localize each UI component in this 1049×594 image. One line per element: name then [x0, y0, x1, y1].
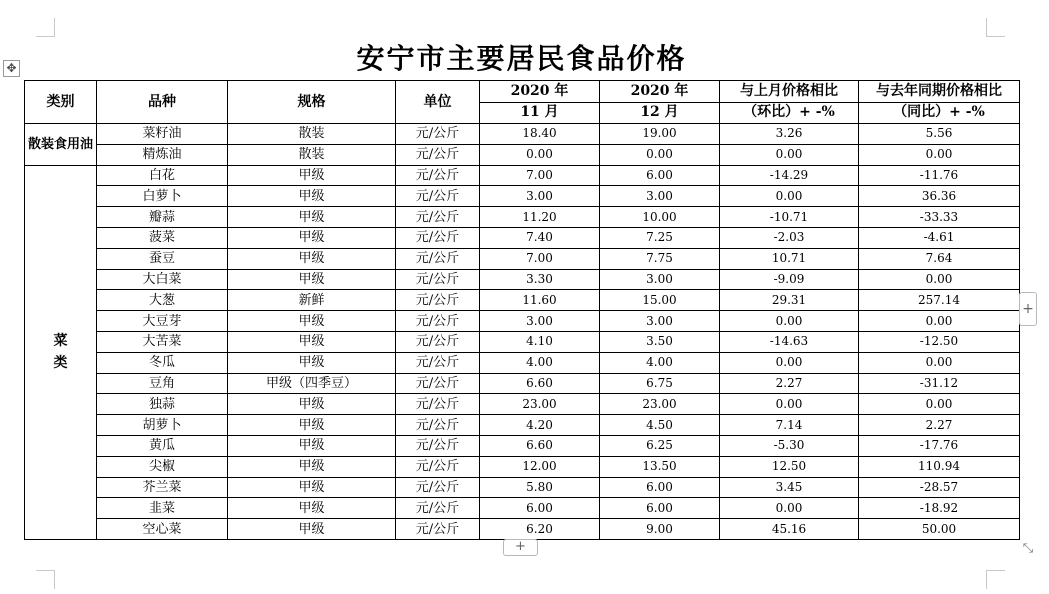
- variety-cell: 豆角: [97, 373, 228, 394]
- mom-change-cell: 3.26: [720, 124, 859, 145]
- variety-cell: 蚕豆: [97, 248, 228, 269]
- price-dec-cell: 15.00: [600, 290, 720, 311]
- yoy-change-cell: 50.00: [859, 519, 1020, 540]
- page-corner-mark: [986, 570, 1005, 589]
- spec-cell: 甲级: [228, 394, 396, 415]
- unit-cell: 元/公斤: [396, 456, 480, 477]
- price-dec-cell: 7.75: [600, 248, 720, 269]
- spec-cell: 甲级: [228, 227, 396, 248]
- table-row: [25, 207, 1020, 228]
- spec-cell: 甲级: [228, 456, 396, 477]
- header-mom-line1: 与上月价格相比: [720, 81, 859, 103]
- unit-cell: 元/公斤: [396, 186, 480, 207]
- add-column-button[interactable]: +: [1019, 292, 1037, 326]
- price-dec-cell: 13.50: [600, 456, 720, 477]
- price-dec-cell: 3.00: [600, 186, 720, 207]
- mom-change-cell: 0.00: [720, 394, 859, 415]
- unit-cell: 元/公斤: [396, 435, 480, 456]
- table-row: [25, 394, 1020, 415]
- price-nov-cell: 12.00: [480, 456, 600, 477]
- unit-cell: 元/公斤: [396, 165, 480, 186]
- price-dec-cell: 4.00: [600, 352, 720, 373]
- yoy-change-cell: 5.56: [859, 124, 1020, 145]
- yoy-change-cell: -31.12: [859, 373, 1020, 394]
- mom-change-cell: 0.00: [720, 144, 859, 165]
- header-mom-line2: （环比）+ -%: [720, 102, 859, 124]
- variety-cell: 瓣蒜: [97, 207, 228, 228]
- yoy-change-cell: -17.76: [859, 435, 1020, 456]
- variety-cell: 冬瓜: [97, 352, 228, 373]
- price-nov-cell: 11.20: [480, 207, 600, 228]
- header-category: 类别: [25, 81, 97, 124]
- yoy-change-cell: 0.00: [859, 269, 1020, 290]
- price-nov-cell: 5.80: [480, 477, 600, 498]
- table-row: [25, 248, 1020, 269]
- spec-cell: 甲级: [228, 248, 396, 269]
- mom-change-cell: 0.00: [720, 186, 859, 207]
- table-row: [25, 311, 1020, 332]
- variety-cell: 菜籽油: [97, 124, 228, 145]
- unit-cell: 元/公斤: [396, 352, 480, 373]
- mom-change-cell: -10.71: [720, 207, 859, 228]
- unit-cell: 元/公斤: [396, 269, 480, 290]
- table-row: [25, 290, 1020, 311]
- price-dec-cell: 6.00: [600, 498, 720, 519]
- header-period2-year: 2020 年: [600, 81, 720, 103]
- price-nov-cell: 6.20: [480, 519, 600, 540]
- variety-cell: 大葱: [97, 290, 228, 311]
- unit-cell: 元/公斤: [396, 498, 480, 519]
- variety-cell: 大白菜: [97, 269, 228, 290]
- yoy-change-cell: -18.92: [859, 498, 1020, 519]
- table-row: [25, 415, 1020, 436]
- mom-change-cell: -5.30: [720, 435, 859, 456]
- table-row: [25, 477, 1020, 498]
- category-label: 菜类: [53, 333, 68, 372]
- table-row: [25, 498, 1020, 519]
- price-table: [24, 80, 1020, 540]
- price-nov-cell: 18.40: [480, 124, 600, 145]
- mom-change-cell: 0.00: [720, 311, 859, 332]
- yoy-change-cell: 110.94: [859, 456, 1020, 477]
- header-unit: 单位: [396, 81, 480, 124]
- spec-cell: 甲级: [228, 165, 396, 186]
- category-vegetables: [25, 165, 97, 539]
- variety-cell: 白花: [97, 165, 228, 186]
- unit-cell: 元/公斤: [396, 207, 480, 228]
- spec-cell: 甲级: [228, 331, 396, 352]
- table-row: [25, 519, 1020, 540]
- mom-change-cell: 0.00: [720, 352, 859, 373]
- spec-cell: 甲级: [228, 498, 396, 519]
- unit-cell: 元/公斤: [396, 248, 480, 269]
- yoy-change-cell: 0.00: [859, 394, 1020, 415]
- unit-cell: 元/公斤: [396, 331, 480, 352]
- mom-change-cell: 29.31: [720, 290, 859, 311]
- price-dec-cell: 3.00: [600, 269, 720, 290]
- spec-cell: 甲级: [228, 435, 396, 456]
- table-row: [25, 352, 1020, 373]
- spec-cell: 甲级: [228, 269, 396, 290]
- spec-cell: 甲级: [228, 311, 396, 332]
- table-header-row: [25, 81, 1020, 103]
- header-spec: 规格: [228, 81, 396, 124]
- header-variety: 品种: [97, 81, 228, 124]
- table-row: [25, 227, 1020, 248]
- mom-change-cell: 3.45: [720, 477, 859, 498]
- price-dec-cell: 23.00: [600, 394, 720, 415]
- spec-cell: 甲级: [228, 519, 396, 540]
- price-nov-cell: 11.60: [480, 290, 600, 311]
- mom-change-cell: 0.00: [720, 498, 859, 519]
- table-row: [25, 331, 1020, 352]
- unit-cell: 元/公斤: [396, 311, 480, 332]
- price-nov-cell: 23.00: [480, 394, 600, 415]
- table-row: [25, 373, 1020, 394]
- mom-change-cell: -14.63: [720, 331, 859, 352]
- variety-cell: 独蒜: [97, 394, 228, 415]
- yoy-change-cell: -4.61: [859, 227, 1020, 248]
- header-yoy-line1: 与去年同期价格相比: [859, 81, 1020, 103]
- yoy-change-cell: -11.76: [859, 165, 1020, 186]
- add-row-button[interactable]: +: [503, 539, 538, 556]
- variety-cell: 芥兰菜: [97, 477, 228, 498]
- price-nov-cell: 3.30: [480, 269, 600, 290]
- price-nov-cell: 0.00: [480, 144, 600, 165]
- mom-change-cell: 7.14: [720, 415, 859, 436]
- header-period1-year: 2020 年: [480, 81, 600, 103]
- price-dec-cell: 6.00: [600, 165, 720, 186]
- unit-cell: 元/公斤: [396, 519, 480, 540]
- mom-change-cell: -2.03: [720, 227, 859, 248]
- price-dec-cell: 6.25: [600, 435, 720, 456]
- spec-cell: 甲级: [228, 207, 396, 228]
- header-period2-month: 12 月: [600, 102, 720, 124]
- unit-cell: 元/公斤: [396, 290, 480, 311]
- unit-cell: 元/公斤: [396, 124, 480, 145]
- spec-cell: 散装: [228, 144, 396, 165]
- category-oil: 散装食用油: [25, 124, 97, 166]
- variety-cell: 黄瓜: [97, 435, 228, 456]
- yoy-change-cell: 36.36: [859, 186, 1020, 207]
- variety-cell: 空心菜: [97, 519, 228, 540]
- yoy-change-cell: 257.14: [859, 290, 1020, 311]
- price-dec-cell: 10.00: [600, 207, 720, 228]
- yoy-change-cell: -28.57: [859, 477, 1020, 498]
- variety-cell: 大豆芽: [97, 311, 228, 332]
- table-row: [25, 269, 1020, 290]
- price-nov-cell: 4.20: [480, 415, 600, 436]
- variety-cell: 精炼油: [97, 144, 228, 165]
- price-nov-cell: 6.60: [480, 373, 600, 394]
- price-dec-cell: 19.00: [600, 124, 720, 145]
- yoy-change-cell: 2.27: [859, 415, 1020, 436]
- price-nov-cell: 4.10: [480, 331, 600, 352]
- mom-change-cell: 12.50: [720, 456, 859, 477]
- variety-cell: 菠菜: [97, 227, 228, 248]
- unit-cell: 元/公斤: [396, 415, 480, 436]
- price-nov-cell: 3.00: [480, 186, 600, 207]
- unit-cell: 元/公斤: [396, 227, 480, 248]
- table-row: [25, 144, 1020, 165]
- yoy-change-cell: 0.00: [859, 311, 1020, 332]
- unit-cell: 元/公斤: [396, 394, 480, 415]
- yoy-change-cell: 0.00: [859, 352, 1020, 373]
- mom-change-cell: 2.27: [720, 373, 859, 394]
- price-dec-cell: 3.50: [600, 331, 720, 352]
- table-row: [25, 124, 1020, 145]
- variety-cell: 尖椒: [97, 456, 228, 477]
- page-corner-mark: [986, 18, 1005, 37]
- unit-cell: 元/公斤: [396, 477, 480, 498]
- spec-cell: 甲级: [228, 186, 396, 207]
- price-nov-cell: 4.00: [480, 352, 600, 373]
- price-nov-cell: 6.00: [480, 498, 600, 519]
- price-dec-cell: 0.00: [600, 144, 720, 165]
- table-resize-icon[interactable]: ⤡: [1022, 541, 1034, 556]
- header-yoy-line2: （同比）+ -%: [859, 102, 1020, 124]
- mom-change-cell: 45.16: [720, 519, 859, 540]
- price-dec-cell: 6.00: [600, 477, 720, 498]
- price-nov-cell: 7.40: [480, 227, 600, 248]
- spec-cell: 甲级: [228, 415, 396, 436]
- price-dec-cell: 7.25: [600, 227, 720, 248]
- price-nov-cell: 7.00: [480, 248, 600, 269]
- page-title: 安宁市主要居民食品价格: [356, 42, 687, 75]
- table-row: [25, 456, 1020, 477]
- spec-cell: 甲级: [228, 477, 396, 498]
- table-row: [25, 186, 1020, 207]
- yoy-change-cell: -33.33: [859, 207, 1020, 228]
- variety-cell: 白萝卜: [97, 186, 228, 207]
- page-corner-mark: [36, 18, 55, 37]
- mom-change-cell: -14.29: [720, 165, 859, 186]
- unit-cell: 元/公斤: [396, 373, 480, 394]
- variety-cell: 大苦菜: [97, 331, 228, 352]
- variety-cell: 韭菜: [97, 498, 228, 519]
- page-corner-mark: [36, 570, 55, 589]
- yoy-change-cell: 0.00: [859, 144, 1020, 165]
- spec-cell: 甲级: [228, 352, 396, 373]
- price-dec-cell: 3.00: [600, 311, 720, 332]
- price-dec-cell: 4.50: [600, 415, 720, 436]
- yoy-change-cell: 7.64: [859, 248, 1020, 269]
- price-dec-cell: 9.00: [600, 519, 720, 540]
- table-row: [25, 165, 1020, 186]
- variety-cell: 胡萝卜: [97, 415, 228, 436]
- spec-cell: 散装: [228, 124, 396, 145]
- spec-cell: 甲级（四季豆）: [228, 373, 396, 394]
- price-nov-cell: 7.00: [480, 165, 600, 186]
- price-nov-cell: 6.60: [480, 435, 600, 456]
- spec-cell: 新鲜: [228, 290, 396, 311]
- header-period1-month: 11 月: [480, 102, 600, 124]
- mom-change-cell: 10.71: [720, 248, 859, 269]
- price-dec-cell: 6.75: [600, 373, 720, 394]
- unit-cell: 元/公斤: [396, 144, 480, 165]
- price-nov-cell: 3.00: [480, 311, 600, 332]
- mom-change-cell: -9.09: [720, 269, 859, 290]
- yoy-change-cell: -12.50: [859, 331, 1020, 352]
- table-move-handle-icon[interactable]: ✥: [3, 60, 20, 77]
- table-row: [25, 435, 1020, 456]
